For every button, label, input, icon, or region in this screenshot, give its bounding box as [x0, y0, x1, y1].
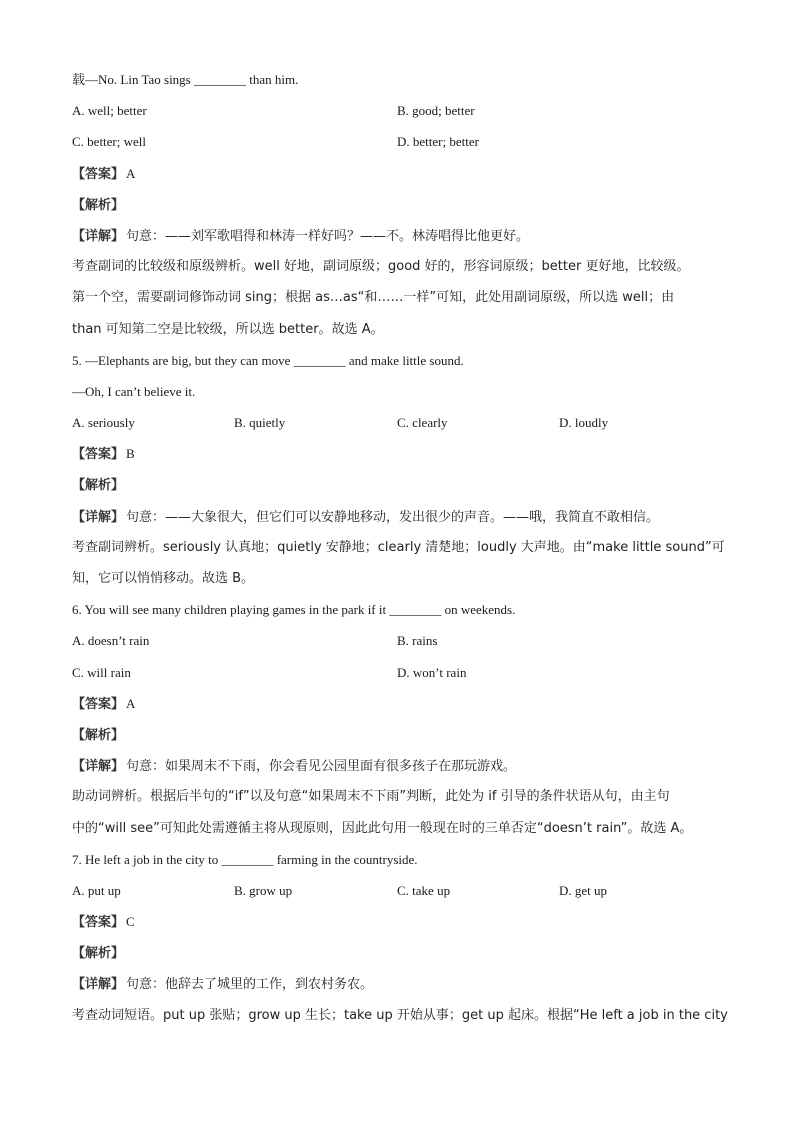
answer-label: 【答案】 [72, 915, 125, 931]
q6-option-a: A. doesn’t rain [72, 633, 150, 649]
q7-explain-1: 考查动词短语。put up 张贴；grow up 生长；take up 开始从事；get up 起床。根据“He left a job in the city [72, 1007, 728, 1023]
q4-option-c: C. better; well [72, 134, 147, 150]
q6-stem: 6. You will see many children playing games in the park if it ________ on weekends. [72, 602, 516, 618]
q7-detail-text: 句意：他辞去了城里的工作，到农村务农。 [126, 977, 374, 993]
analysis-label: 【解析】 [72, 478, 125, 494]
q4-detail-text: 句意：——刘军歌唱得和林涛一样好吗？——不。林涛唱得比他更好。 [126, 228, 530, 244]
q5-detail-text: 句意：——大象很大，但它们可以安静地移动，发出很少的声音。——哦，我简直不敢相信。 [126, 509, 660, 525]
q7-option-b: B. grow up [234, 882, 293, 898]
q5-analysis [72, 469, 722, 500]
q6-analysis [72, 719, 722, 750]
q6-option-b: B. rains [397, 633, 438, 649]
analysis-label: 【解析】 [72, 727, 125, 743]
q5-explain-1: 考查副词辨析。seriously 认真地；quietly 安静地；clearly 清楚地；loudly 大声地。由“make little sound”可 [72, 539, 725, 555]
q6-answer-value: A [126, 695, 136, 711]
detail-label: 【详解】 [72, 977, 125, 993]
detail-label: 【详解】 [72, 759, 125, 775]
q4-option-a: A. well; better [72, 103, 147, 119]
detail-label: 【详解】 [72, 228, 125, 244]
q4-explain-1: 考查副词的比较级和原级辨析。well 好地，副词原级；good 好的，形容词原级；better 更好地，比较级。 [72, 259, 690, 275]
analysis-label: 【解析】 [72, 197, 125, 213]
q5-option-c: C. clearly [397, 415, 448, 431]
q7-option-a: A. put up [72, 882, 121, 898]
q5-option-a: A. seriously [72, 415, 135, 431]
q4-analysis [72, 189, 722, 220]
q4-option-d: D. better; better [397, 134, 479, 150]
q6-explain-1: 助动词辨析。根据后半句的“if”以及句意“如果周末不下雨”判断，此处为 if 引导的条件状语从句，由主句 [72, 789, 670, 805]
q7-option-c: C. take up [397, 882, 451, 898]
q7-answer [72, 906, 722, 937]
q4-option-b: B. good; better [397, 103, 475, 119]
q5-explain-2: 知，它可以悄悄移动。故选 B。 [72, 571, 255, 586]
q4-explain-3: than 可知第二空是比较级，所以选 better。故选 A。 [72, 321, 384, 337]
q5-option-b: B. quietly [234, 415, 286, 431]
q4-options-row-2 [72, 126, 722, 157]
q6-option-c: C. will rain [72, 664, 131, 680]
answer-label: 【答案】 [72, 166, 125, 182]
answer-label: 【答案】 [72, 696, 125, 712]
q7-options [72, 875, 722, 906]
q6-option-d: D. won’t rain [397, 664, 467, 680]
q4-answer-value: A [126, 165, 136, 181]
q5-stem-2: —Oh, I can’t believe it. [72, 383, 196, 399]
q4-stem: 载—No. Lin Tao sings ________ than him. [72, 72, 299, 87]
q7-analysis [72, 937, 722, 968]
document-page [72, 64, 728, 1031]
q6-detail-text: 句意：如果周末不下雨，你会看见公园里面有很多孩子在那玩游戏。 [126, 759, 517, 775]
q6-options-row-2 [72, 657, 722, 688]
q5-answer [72, 438, 722, 469]
analysis-label: 【解析】 [72, 946, 125, 962]
q6-options-row-1 [72, 625, 722, 656]
q4-options-row-1 [72, 95, 722, 126]
q5-answer-value: B [126, 446, 135, 462]
q5-stem: 5. —Elephants are big, but they can move ________ and make little sound. [72, 352, 464, 368]
q4-detail [72, 220, 722, 251]
q6-explain-2: 中的“will see”可知此处需遵循主将从现原则，因此此句用一般现在时的三单否定“doesn’t rain”。故选 A。 [72, 820, 693, 836]
q5-options [72, 407, 722, 438]
q6-answer [72, 688, 722, 719]
q4-answer [72, 158, 722, 189]
detail-label: 【详解】 [72, 509, 125, 525]
q5-detail [72, 501, 722, 532]
q5-option-d: D. loudly [559, 415, 609, 431]
q7-stem: 7. He left a job in the city to ________ farming in the countryside. [72, 851, 418, 867]
q6-detail [72, 750, 722, 781]
q7-answer-value: C [126, 914, 135, 930]
answer-label: 【答案】 [72, 447, 125, 463]
q7-option-d: D. get up [559, 882, 608, 898]
q4-explain-2: 第一个空，需要副词修饰动词 sing；根据 as…as“和……一样”可知，此处用副词原级，所以选 well；由 [72, 290, 675, 306]
q7-detail [72, 968, 722, 999]
